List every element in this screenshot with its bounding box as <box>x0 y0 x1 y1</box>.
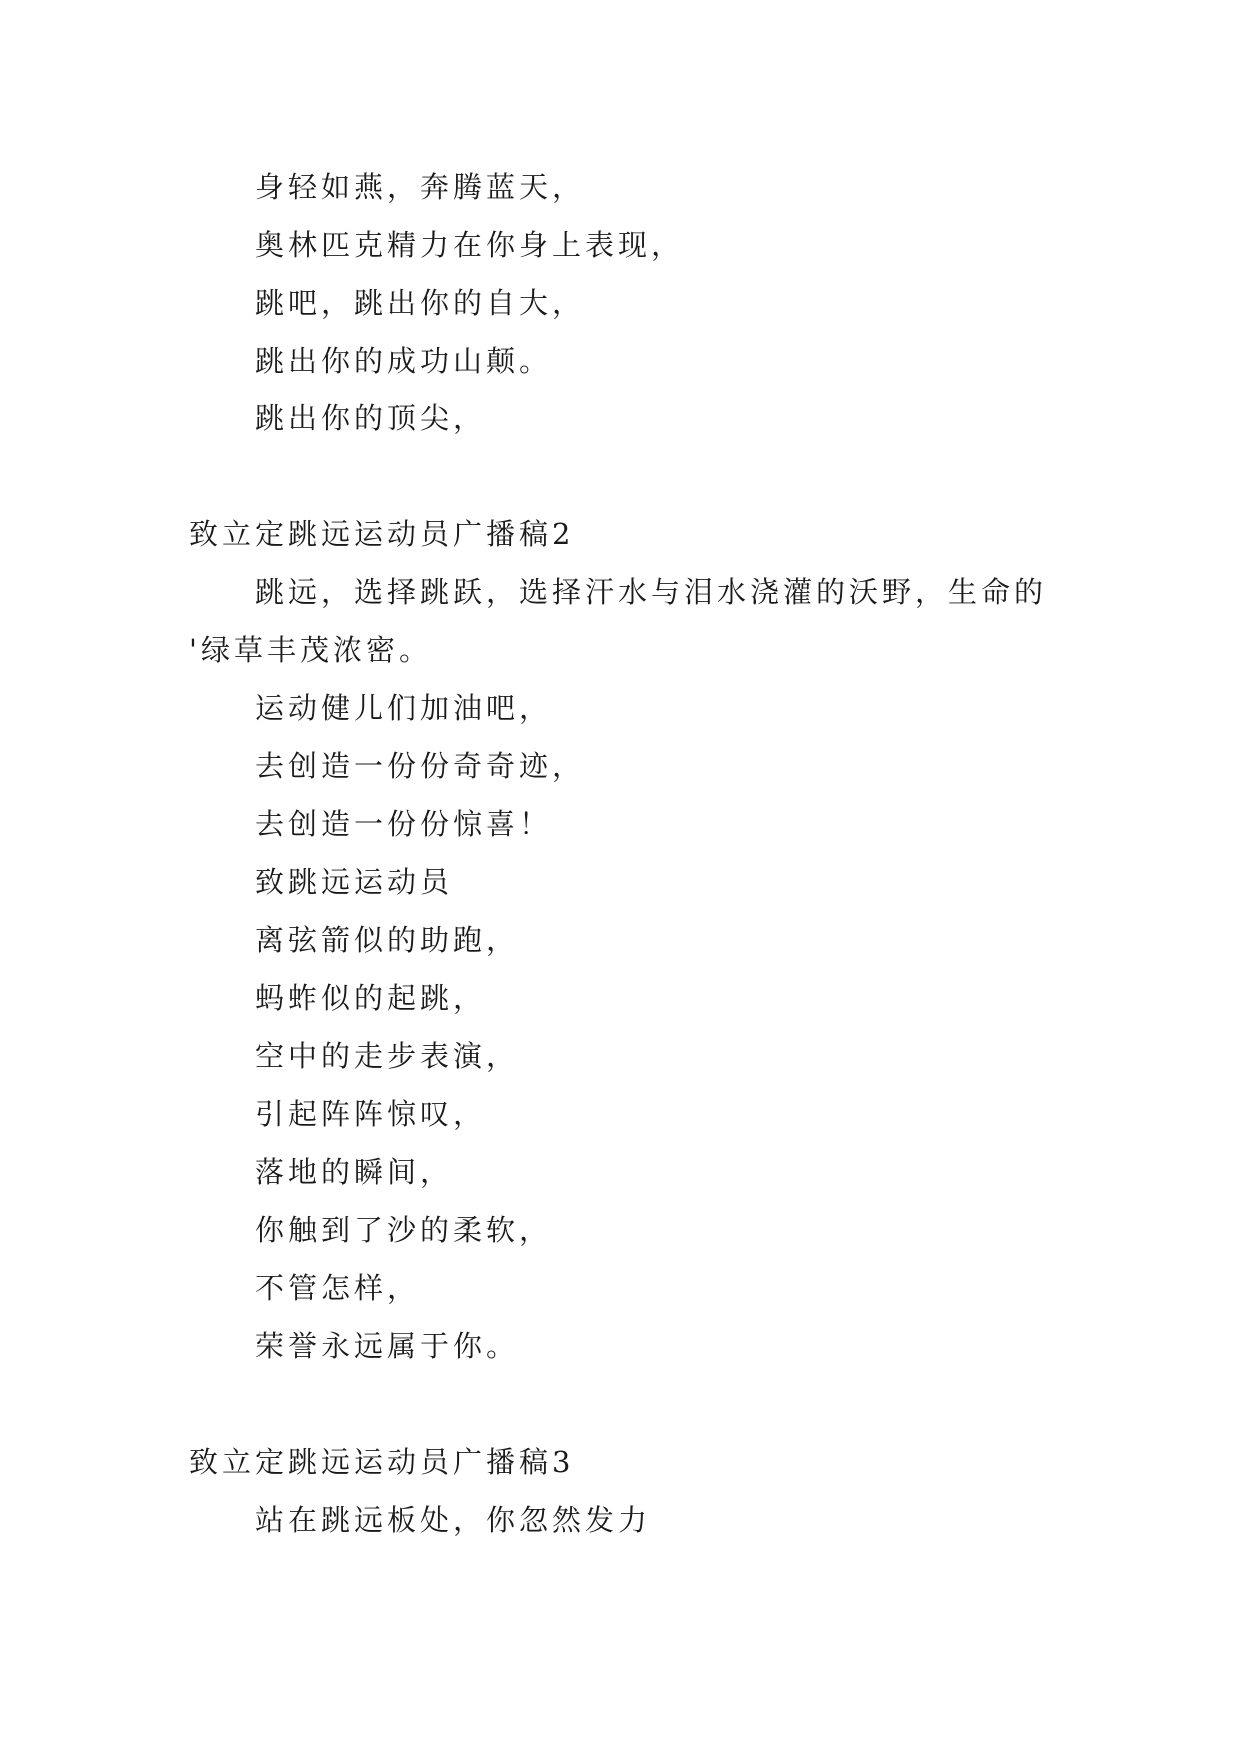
section-heading: 致立定跳远运动员广播稿2 <box>189 517 575 551</box>
poem-line: 落地的瞬间， <box>255 1155 454 1189</box>
section-heading: 致立定跳远运动员广播稿3 <box>189 1445 575 1479</box>
poem-line: 不管怎样， <box>255 1271 421 1305</box>
poem-line: 空中的走步表演， <box>255 1039 520 1073</box>
poem-line: 跳出你的成功山颠。 <box>255 344 553 378</box>
poem-line: 奥林匹克精力在你身上表现， <box>255 228 685 262</box>
poem-line: 运动健儿们加油吧， <box>255 691 553 725</box>
poem-line: 去创造一份份惊喜！ <box>255 807 553 841</box>
poem-line: 去创造一份份奇奇迹， <box>255 749 586 783</box>
paragraph-line: 跳远，选择跳跃，选择汗水与泪水浇灌的沃野，生命的 <box>255 575 1048 609</box>
poem-line: 跳出你的顶尖， <box>255 401 487 435</box>
poem-line: 引起阵阵惊叹， <box>255 1097 487 1131</box>
poem-line: 你触到了沙的柔软， <box>255 1213 553 1247</box>
paragraph-line: '绿草丰茂浓密。 <box>189 633 432 667</box>
poem-line: 身轻如燕，奔腾蓝天， <box>255 170 586 204</box>
poem-line: 致跳远运动员 <box>255 865 454 899</box>
poem-line: 离弦箭似的助跑， <box>255 923 520 957</box>
poem-line: 蚂蚱似的起跳， <box>255 981 487 1015</box>
poem-line: 荣誉永远属于你。 <box>255 1329 520 1363</box>
poem-line: 跳吧，跳出你的自大， <box>255 286 586 320</box>
poem-line: 站在跳远板处，你忽然发力 <box>255 1503 652 1537</box>
